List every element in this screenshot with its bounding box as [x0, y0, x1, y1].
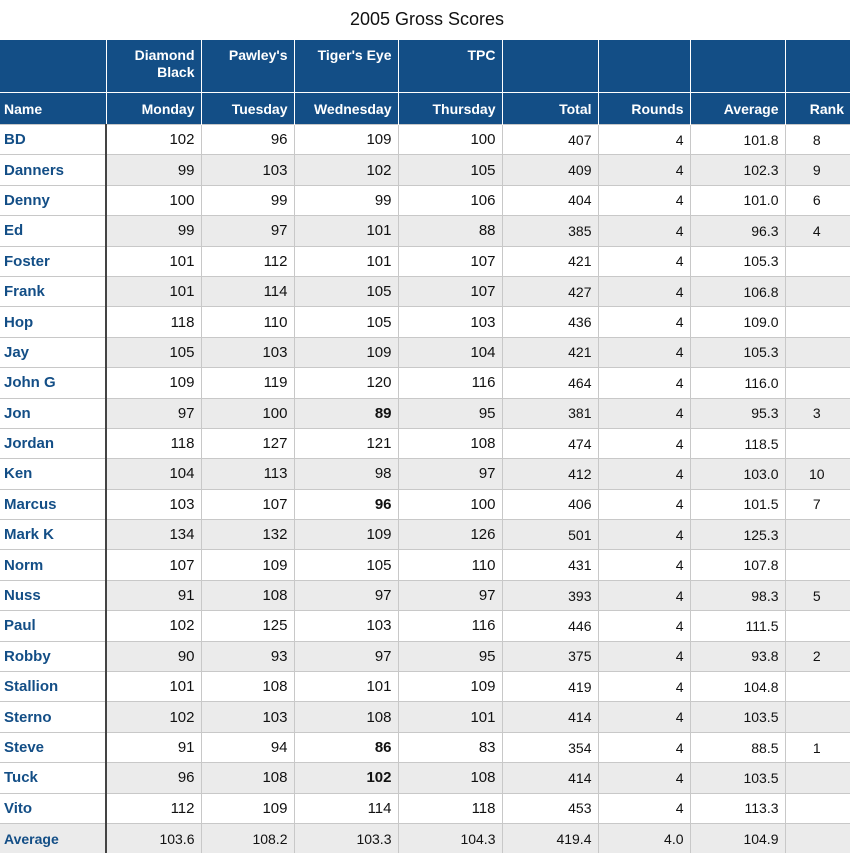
cell-name: Jordan	[0, 428, 106, 458]
cell-tuesday: 99	[201, 185, 294, 215]
cell-wednesday: 103	[294, 611, 398, 641]
cell-wednesday: 97	[294, 580, 398, 610]
header-wednesday: Wednesday	[294, 93, 398, 125]
cell-wednesday: 121	[294, 428, 398, 458]
cell-total: 406	[502, 489, 598, 519]
cell-wednesday: 101	[294, 672, 398, 702]
cell-rounds: 4.0	[598, 823, 690, 853]
cell-tuesday: 114	[201, 276, 294, 306]
cell-name: Foster	[0, 246, 106, 276]
cell-thursday: 88	[398, 216, 502, 246]
cell-monday: 99	[106, 155, 201, 185]
cell-average: 109.0	[690, 307, 785, 337]
table-row	[0, 368, 850, 398]
header-name: Name	[0, 93, 106, 125]
cell-monday: 104	[106, 459, 201, 489]
cell-thursday: 116	[398, 611, 502, 641]
table-row	[0, 489, 850, 519]
cell-monday: 91	[106, 732, 201, 762]
cell-total: 409	[502, 155, 598, 185]
cell-rank	[785, 550, 850, 580]
cell-monday: 103	[106, 489, 201, 519]
cell-average: 101.8	[690, 125, 785, 155]
cell-rank	[785, 611, 850, 641]
cell-wednesday: 97	[294, 641, 398, 671]
cell-rank: 5	[785, 580, 850, 610]
table-row	[0, 550, 850, 580]
table-row	[0, 672, 850, 702]
cell-monday: 103.6	[106, 823, 201, 853]
cell-average: 96.3	[690, 216, 785, 246]
cell-tuesday: 109	[201, 793, 294, 823]
cell-average: 105.3	[690, 337, 785, 367]
cell-monday: 90	[106, 641, 201, 671]
table-row	[0, 185, 850, 215]
cell-total: 446	[502, 611, 598, 641]
cell-name: Stallion	[0, 672, 106, 702]
cell-wednesday: 109	[294, 520, 398, 550]
cell-name: Jay	[0, 337, 106, 367]
cell-wednesday: 102	[294, 763, 398, 793]
cell-total: 453	[502, 793, 598, 823]
cell-monday: 134	[106, 520, 201, 550]
cell-wednesday: 105	[294, 550, 398, 580]
cell-total: 436	[502, 307, 598, 337]
cell-average: 98.3	[690, 580, 785, 610]
cell-name: Sterno	[0, 702, 106, 732]
header-row-columns	[0, 93, 850, 125]
cell-rounds: 4	[598, 155, 690, 185]
cell-wednesday: 109	[294, 337, 398, 367]
cell-rank	[785, 702, 850, 732]
cell-rank	[785, 246, 850, 276]
cell-rank: 2	[785, 641, 850, 671]
header-cell	[502, 40, 598, 93]
cell-monday: 105	[106, 337, 201, 367]
cell-thursday: 109	[398, 672, 502, 702]
cell-wednesday: 105	[294, 276, 398, 306]
cell-rank	[785, 793, 850, 823]
cell-name: Danners	[0, 155, 106, 185]
cell-tuesday: 103	[201, 702, 294, 732]
table-row	[0, 459, 850, 489]
cell-thursday: 104.3	[398, 823, 502, 853]
table-row	[0, 307, 850, 337]
cell-name: Tuck	[0, 763, 106, 793]
cell-monday: 101	[106, 276, 201, 306]
header-cell	[598, 40, 690, 93]
table-row	[0, 732, 850, 762]
cell-tuesday: 108.2	[201, 823, 294, 853]
header-course-monday: Diamond Black	[106, 40, 201, 93]
cell-average: 104.8	[690, 672, 785, 702]
cell-rank	[785, 763, 850, 793]
cell-rank	[785, 823, 850, 853]
table-row	[0, 702, 850, 732]
cell-total: 427	[502, 276, 598, 306]
header-monday: Monday	[106, 93, 201, 125]
cell-average: 111.5	[690, 611, 785, 641]
cell-total: 419.4	[502, 823, 598, 853]
cell-total: 421	[502, 337, 598, 367]
cell-thursday: 108	[398, 428, 502, 458]
cell-thursday: 105	[398, 155, 502, 185]
cell-thursday: 95	[398, 641, 502, 671]
cell-rounds: 4	[598, 702, 690, 732]
cell-average: 88.5	[690, 732, 785, 762]
cell-thursday: 103	[398, 307, 502, 337]
cell-total: 375	[502, 641, 598, 671]
cell-tuesday: 94	[201, 732, 294, 762]
cell-average: 103.0	[690, 459, 785, 489]
cell-rounds: 4	[598, 580, 690, 610]
cell-thursday: 95	[398, 398, 502, 428]
cell-tuesday: 96	[201, 125, 294, 155]
table-row	[0, 793, 850, 823]
header-course-wednesday: Tiger's Eye	[294, 40, 398, 93]
cell-rounds: 4	[598, 216, 690, 246]
cell-rank	[785, 520, 850, 550]
cell-average: 101.0	[690, 185, 785, 215]
cell-tuesday: 97	[201, 216, 294, 246]
cell-rounds: 4	[598, 732, 690, 762]
cell-rounds: 4	[598, 611, 690, 641]
cell-tuesday: 132	[201, 520, 294, 550]
cell-total: 414	[502, 763, 598, 793]
cell-total: 464	[502, 368, 598, 398]
cell-name: Paul	[0, 611, 106, 641]
cell-average: 107.8	[690, 550, 785, 580]
cell-name: Robby	[0, 641, 106, 671]
cell-rounds: 4	[598, 520, 690, 550]
cell-thursday: 97	[398, 580, 502, 610]
cell-name: Frank	[0, 276, 106, 306]
cell-rounds: 4	[598, 641, 690, 671]
header-cell	[690, 40, 785, 93]
cell-average: 125.3	[690, 520, 785, 550]
cell-rank: 8	[785, 125, 850, 155]
cell-average: 95.3	[690, 398, 785, 428]
cell-wednesday: 102	[294, 155, 398, 185]
cell-total: 404	[502, 185, 598, 215]
cell-tuesday: 108	[201, 580, 294, 610]
header-rounds: Rounds	[598, 93, 690, 125]
cell-tuesday: 113	[201, 459, 294, 489]
cell-total: 431	[502, 550, 598, 580]
table-row	[0, 246, 850, 276]
cell-name: Denny	[0, 185, 106, 215]
cell-total: 385	[502, 216, 598, 246]
header-total: Total	[502, 93, 598, 125]
cell-rounds: 4	[598, 428, 690, 458]
cell-rank	[785, 672, 850, 702]
cell-average: 93.8	[690, 641, 785, 671]
cell-wednesday: 105	[294, 307, 398, 337]
cell-rounds: 4	[598, 459, 690, 489]
cell-monday: 112	[106, 793, 201, 823]
cell-name: Marcus	[0, 489, 106, 519]
cell-tuesday: 103	[201, 337, 294, 367]
table-row	[0, 641, 850, 671]
cell-wednesday: 109	[294, 125, 398, 155]
cell-tuesday: 127	[201, 428, 294, 458]
cell-rounds: 4	[598, 672, 690, 702]
cell-monday: 91	[106, 580, 201, 610]
table-row	[0, 125, 850, 155]
cell-rank: 10	[785, 459, 850, 489]
cell-rounds: 4	[598, 398, 690, 428]
cell-wednesday: 99	[294, 185, 398, 215]
table-row	[0, 428, 850, 458]
cell-tuesday: 108	[201, 763, 294, 793]
table-row	[0, 155, 850, 185]
cell-rank	[785, 276, 850, 306]
cell-wednesday: 98	[294, 459, 398, 489]
cell-monday: 102	[106, 611, 201, 641]
cell-rounds: 4	[598, 185, 690, 215]
cell-total: 421	[502, 246, 598, 276]
cell-total: 414	[502, 702, 598, 732]
cell-rounds: 4	[598, 307, 690, 337]
cell-monday: 101	[106, 246, 201, 276]
cell-thursday: 83	[398, 732, 502, 762]
cell-average: 102.3	[690, 155, 785, 185]
cell-rank	[785, 368, 850, 398]
cell-rounds: 4	[598, 793, 690, 823]
table-row	[0, 580, 850, 610]
cell-monday: 102	[106, 702, 201, 732]
header-row-courses	[0, 40, 850, 93]
cell-total: 412	[502, 459, 598, 489]
cell-rounds: 4	[598, 337, 690, 367]
cell-thursday: 107	[398, 276, 502, 306]
cell-rounds: 4	[598, 125, 690, 155]
average-row	[0, 823, 850, 853]
cell-rank: 4	[785, 216, 850, 246]
header-tuesday: Tuesday	[201, 93, 294, 125]
header-average: Average	[690, 93, 785, 125]
cell-rank: 3	[785, 398, 850, 428]
cell-wednesday: 101	[294, 246, 398, 276]
cell-name: Norm	[0, 550, 106, 580]
cell-thursday: 116	[398, 368, 502, 398]
cell-wednesday: 86	[294, 732, 398, 762]
cell-thursday: 107	[398, 246, 502, 276]
scores-table	[0, 40, 850, 853]
cell-monday: 102	[106, 125, 201, 155]
cell-thursday: 104	[398, 337, 502, 367]
cell-average: 105.3	[690, 246, 785, 276]
header-rank: Rank	[785, 93, 850, 125]
cell-rank: 7	[785, 489, 850, 519]
cell-wednesday: 108	[294, 702, 398, 732]
page-title: 2005 Gross Scores	[0, 0, 854, 40]
cell-rank: 6	[785, 185, 850, 215]
cell-name: Average	[0, 823, 106, 853]
cell-rank: 1	[785, 732, 850, 762]
cell-name: Ed	[0, 216, 106, 246]
cell-average: 113.3	[690, 793, 785, 823]
cell-monday: 118	[106, 307, 201, 337]
cell-tuesday: 103	[201, 155, 294, 185]
cell-thursday: 108	[398, 763, 502, 793]
cell-wednesday: 120	[294, 368, 398, 398]
cell-rounds: 4	[598, 489, 690, 519]
cell-thursday: 100	[398, 489, 502, 519]
cell-average: 103.5	[690, 763, 785, 793]
cell-rounds: 4	[598, 276, 690, 306]
cell-rank	[785, 307, 850, 337]
cell-total: 407	[502, 125, 598, 155]
cell-tuesday: 125	[201, 611, 294, 641]
cell-tuesday: 93	[201, 641, 294, 671]
cell-wednesday: 103.3	[294, 823, 398, 853]
cell-name: John G	[0, 368, 106, 398]
cell-total: 393	[502, 580, 598, 610]
cell-wednesday: 96	[294, 489, 398, 519]
cell-wednesday: 89	[294, 398, 398, 428]
cell-average: 104.9	[690, 823, 785, 853]
table-row	[0, 216, 850, 246]
cell-tuesday: 108	[201, 672, 294, 702]
cell-wednesday: 114	[294, 793, 398, 823]
cell-rounds: 4	[598, 368, 690, 398]
cell-wednesday: 101	[294, 216, 398, 246]
cell-rank	[785, 428, 850, 458]
cell-name: Nuss	[0, 580, 106, 610]
cell-total: 419	[502, 672, 598, 702]
cell-thursday: 110	[398, 550, 502, 580]
table-row	[0, 276, 850, 306]
cell-rank	[785, 337, 850, 367]
table-row	[0, 763, 850, 793]
cell-name: Vito	[0, 793, 106, 823]
cell-average: 101.5	[690, 489, 785, 519]
cell-monday: 109	[106, 368, 201, 398]
cell-thursday: 118	[398, 793, 502, 823]
cell-total: 474	[502, 428, 598, 458]
cell-tuesday: 100	[201, 398, 294, 428]
cell-tuesday: 119	[201, 368, 294, 398]
cell-total: 501	[502, 520, 598, 550]
cell-total: 354	[502, 732, 598, 762]
table-row	[0, 398, 850, 428]
header-course-thursday: TPC	[398, 40, 502, 93]
cell-total: 381	[502, 398, 598, 428]
cell-average: 118.5	[690, 428, 785, 458]
cell-name: Jon	[0, 398, 106, 428]
cell-monday: 118	[106, 428, 201, 458]
cell-name: Hop	[0, 307, 106, 337]
cell-name: Ken	[0, 459, 106, 489]
cell-tuesday: 112	[201, 246, 294, 276]
cell-thursday: 126	[398, 520, 502, 550]
cell-rounds: 4	[598, 763, 690, 793]
table-row	[0, 520, 850, 550]
cell-average: 103.5	[690, 702, 785, 732]
cell-rounds: 4	[598, 246, 690, 276]
table-row	[0, 337, 850, 367]
cell-name: Steve	[0, 732, 106, 762]
cell-tuesday: 110	[201, 307, 294, 337]
cell-average: 106.8	[690, 276, 785, 306]
cell-thursday: 97	[398, 459, 502, 489]
cell-tuesday: 107	[201, 489, 294, 519]
cell-monday: 100	[106, 185, 201, 215]
cell-monday: 96	[106, 763, 201, 793]
cell-thursday: 106	[398, 185, 502, 215]
cell-monday: 107	[106, 550, 201, 580]
header-cell	[785, 40, 850, 93]
header-course-tuesday: Pawley's	[201, 40, 294, 93]
cell-name: Mark K	[0, 520, 106, 550]
cell-thursday: 100	[398, 125, 502, 155]
cell-monday: 101	[106, 672, 201, 702]
cell-tuesday: 109	[201, 550, 294, 580]
header-thursday: Thursday	[398, 93, 502, 125]
table-body	[0, 125, 850, 853]
cell-thursday: 101	[398, 702, 502, 732]
cell-name: BD	[0, 125, 106, 155]
table-row	[0, 611, 850, 641]
header-cell	[0, 40, 106, 93]
cell-monday: 97	[106, 398, 201, 428]
cell-monday: 99	[106, 216, 201, 246]
cell-rank: 9	[785, 155, 850, 185]
cell-average: 116.0	[690, 368, 785, 398]
cell-rounds: 4	[598, 550, 690, 580]
